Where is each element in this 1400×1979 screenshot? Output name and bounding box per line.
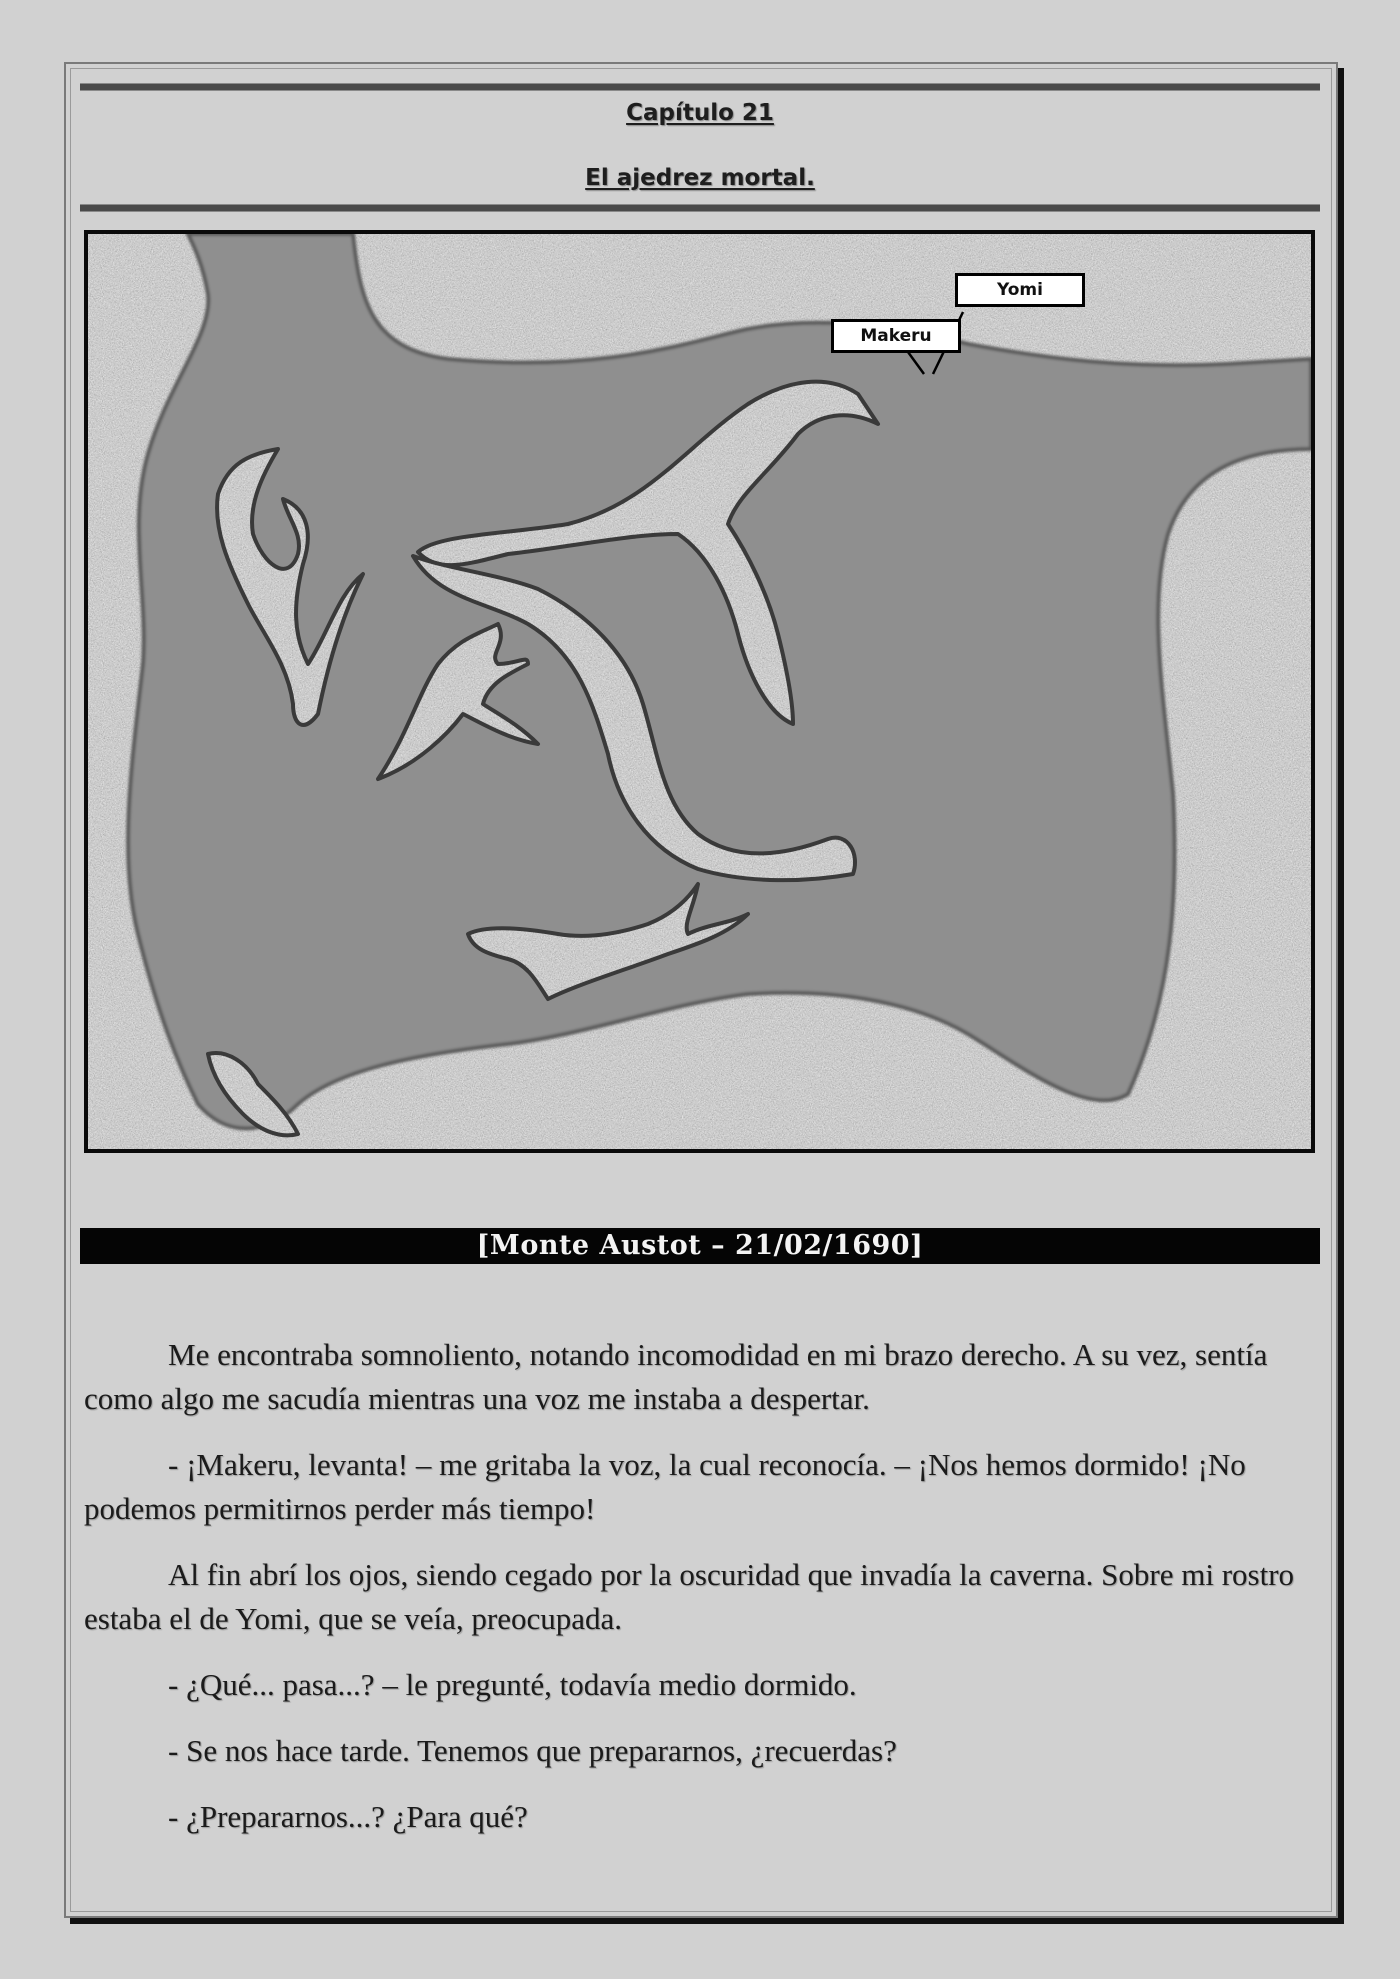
- story-paragraph: - Se nos hace tarde. Tenemos que prepararnos, ¿recuerdas?: [168, 1733, 897, 1768]
- title-rule: [80, 205, 1320, 211]
- chapter-title: El ajedrez mortal.: [585, 165, 815, 191]
- chapter-number: Capítulo 21: [626, 100, 774, 126]
- location-banner: [Monte Austot – 21/02/1690]: [80, 1228, 1320, 1264]
- story-paragraph: - ¿Prepararnos...? ¿Para qué?: [168, 1799, 528, 1834]
- makeru-label: Makeru: [831, 319, 961, 353]
- story-text: [84, 1333, 1316, 1861]
- story-paragraph: - ¿Qué... pasa...? – le pregunté, todavía medio dormido.: [168, 1667, 857, 1702]
- cave-map-figure: [84, 230, 1315, 1153]
- story-paragraph: - ¡Makeru, levanta! – me gritaba la voz, la cual reconocía. – ¡Nos hemos dormido! ¡No podemos permitirnos perder más tiempo!: [84, 1447, 1246, 1526]
- top-rule: [80, 84, 1320, 90]
- story-paragraph: Al fin abrí los ojos, siendo cegado por la oscuridad que invadía la caverna. Sobre mi rostro estaba el de Yomi, que se veía, preocupada.: [84, 1557, 1295, 1636]
- story-paragraph: Me encontraba somnoliento, notando incomodidad en mi brazo derecho. A su vez, sentía como algo me sacudía mientras una voz me instaba a despertar.: [84, 1337, 1268, 1416]
- cave-map: [88, 234, 1311, 1149]
- yomi-label: Yomi: [955, 273, 1085, 307]
